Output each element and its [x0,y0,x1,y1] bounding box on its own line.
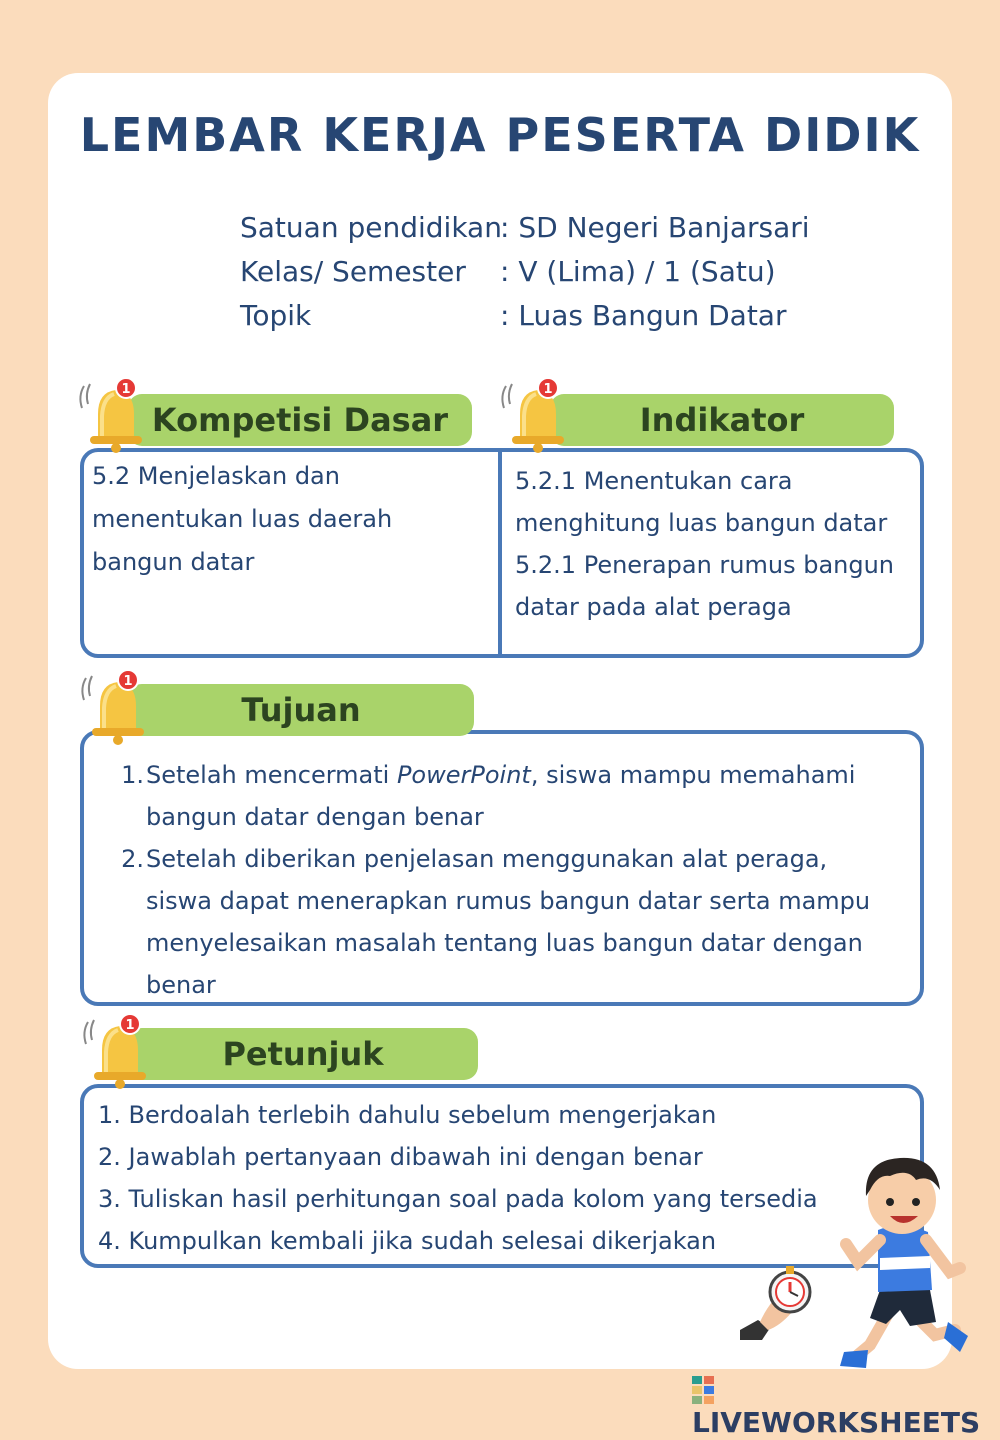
indikator-heading: Indikator [550,394,894,446]
tujuan-list [114,754,894,1006]
indikator-line: 5.2.1 Penerapan rumus bangun [515,551,895,579]
tujuan-heading: Tujuan [128,684,474,736]
column-divider [498,448,502,658]
brand-text: LIVEWORKSHEETS [692,1406,981,1439]
meta-row-topic [240,294,810,338]
meta-label: Kelas/ Semester [240,255,466,288]
petunjuk-item: 4. Kumpulkan kembali jika sudah selesai dikerjakan [98,1227,717,1255]
petunjuk-item: 3. Tuliskan hasil perhitungan soal pada kolom yang tersedia [98,1185,818,1213]
indikator-content [515,460,915,628]
kompetensi-line: 5.2 Menjelaskan dan [92,462,340,490]
kompetensi-line: menentukan luas daerah [92,505,393,533]
meta-value: : Luas Bangun Datar [500,299,787,332]
tujuan-item [114,838,894,1006]
indikator-line: 5.2.1 Menentukan cara [515,467,793,495]
kompetensi-heading: Kompetisi Dasar [128,394,472,446]
page-title: LEMBAR KERJA PESERTA DIDIK [79,108,921,162]
meta-value: : V (Lima) / 1 (Satu) [500,255,776,288]
indikator-line: datar pada alat peraga [515,593,792,621]
tujuan-item [114,754,894,838]
bell-icon [76,374,156,454]
meta-row-class [240,250,810,294]
kompetensi-line: bangun datar [92,548,255,576]
bell-badge: 1 [123,674,133,689]
bell-badge: 1 [121,382,131,397]
identity-block [240,206,810,338]
meta-label: Satuan pendidikan [240,211,502,244]
tujuan-continuation: bangun datar dengan benar [146,803,484,831]
bell-icon [80,1010,160,1090]
tujuan-text: , siswa mampu memahami [530,761,856,789]
tujuan-text: Setelah diberikan penjelasan menggunakan alat peraga, [146,845,828,873]
meta-row-school [240,206,810,250]
bell-icon [498,374,578,454]
liveworksheets-brand [692,1372,1000,1439]
bell-badge: 1 [125,1018,135,1033]
petunjuk-item: 1. Berdoalah terlebih dahulu sebelum mengerjakan [98,1101,717,1129]
tujuan-continuation: benar [146,971,216,999]
tujuan-continuation: siswa dapat menerapkan rumus bangun datar serta mampu [146,887,871,915]
tujuan-text: Setelah mencermati [146,761,397,789]
petunjuk-item: 2. Jawablah pertanyaan dibawah ini dengan benar [98,1143,703,1171]
tujuan-continuation: menyelesaikan masalah tentang luas bangun datar dengan [146,929,863,957]
bell-badge: 1 [543,382,553,397]
meta-label: Topik [240,299,312,332]
running-kid-illustration [740,1140,980,1380]
indikator-line: menghitung luas bangun datar [515,509,888,537]
kompetensi-content [92,455,492,584]
petunjuk-heading: Petunjuk [128,1028,478,1080]
bell-icon [78,666,158,746]
tujuan-number: 1. [121,761,144,789]
liveworksheets-logo-icon [692,1376,714,1404]
tujuan-emphasis: PowerPoint [396,761,531,789]
meta-value: : SD Negeri Banjarsari [500,211,810,244]
tujuan-number: 2. [121,845,144,873]
